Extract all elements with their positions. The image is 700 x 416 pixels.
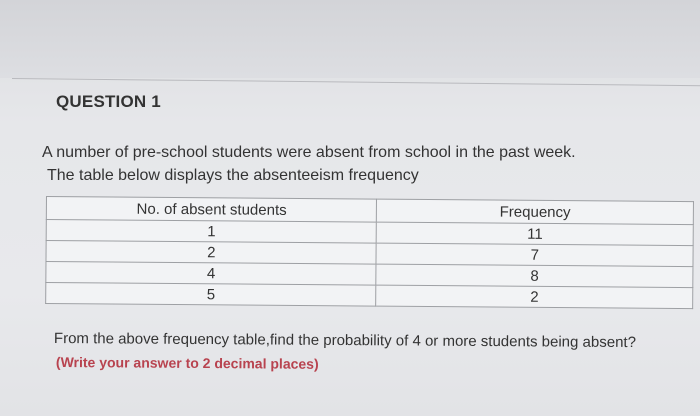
cell-frequency: 7 <box>376 243 693 266</box>
section-divider <box>12 78 700 86</box>
cell-absent-students: 1 <box>46 220 377 244</box>
instruction-text: From the above frequency table,find the probability of 4 or more students being absent? <box>53 330 637 352</box>
cell-frequency: 2 <box>376 285 693 308</box>
cell-absent-students: 5 <box>46 283 377 307</box>
question-text <box>42 141 662 187</box>
question-line-1: A number of pre-school students were absent from school in the past week. <box>42 144 576 161</box>
table-row <box>46 283 693 309</box>
top-background <box>0 0 700 78</box>
cell-absent-students: 2 <box>46 241 377 265</box>
answer-format-note: (Write your answer to 2 decimal places) <box>55 354 319 372</box>
cell-frequency: 11 <box>377 222 694 245</box>
cell-absent-students: 4 <box>46 262 377 286</box>
question-title: QUESTION 1 <box>56 92 161 111</box>
header-frequency: Frequency <box>377 199 694 224</box>
header-absent-students: No. of absent students <box>46 197 377 223</box>
cell-frequency: 8 <box>376 264 693 287</box>
question-line-2: The table below displays the absenteeism frequency <box>47 167 419 184</box>
frequency-table <box>45 196 694 309</box>
